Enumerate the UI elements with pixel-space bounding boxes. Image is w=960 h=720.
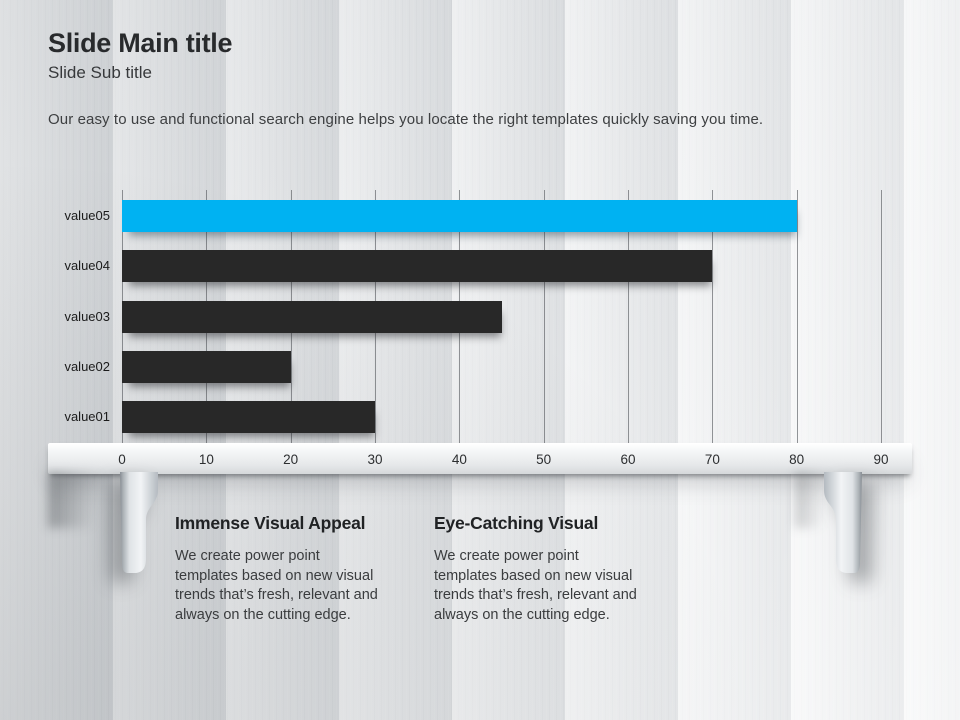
feature-block-0 [175, 513, 435, 625]
bar-value03 [122, 301, 502, 333]
bar-value02 [122, 351, 291, 383]
category-label-value05: value05 [64, 208, 110, 223]
page-subtitle: Slide Sub title [48, 63, 152, 82]
axis-tick-label-20: 20 [283, 452, 299, 467]
gridline-x-80 [797, 190, 798, 443]
category-label-value01: value01 [64, 409, 110, 424]
category-label-value03: value03 [64, 308, 110, 324]
axis-tick-label-50: 50 [536, 452, 552, 467]
axis-tick-label-40: 40 [451, 452, 467, 467]
feature-heading-1: Eye-Catching Visual [434, 513, 599, 533]
feature-body-line-0-2: trends that’s fresh, relevant and [175, 587, 378, 603]
gridline-x-90 [881, 190, 882, 443]
bar-value05 [122, 200, 797, 232]
page-title: Slide Main title [48, 28, 233, 58]
feature-body-line-0-3: always on the cutting edge. [175, 606, 351, 623]
feature-block-1 [434, 513, 694, 625]
category-label-value02: value02 [64, 358, 110, 374]
axis-tick-label-10: 10 [198, 452, 214, 467]
feature-heading-0: Immense Visual Appeal [175, 513, 366, 533]
axis-shelf [48, 443, 912, 474]
shelf-bracket-right-icon [820, 472, 866, 574]
shelf-shadow-left [48, 473, 118, 528]
feature-body-line-1-3: always on the cutting edge. [434, 606, 610, 623]
axis-tick-label-30: 30 [367, 452, 383, 467]
bar-value04 [122, 250, 712, 282]
axis-tick-label-80: 80 [789, 452, 805, 467]
axis-tick-label-60: 60 [620, 452, 636, 467]
feature-body-line-1-1: templates based on new visual [434, 567, 633, 584]
feature-body-line-1-0: We create power point [434, 548, 579, 564]
feature-body-line-1-2: trends that’s fresh, relevant and [434, 587, 637, 603]
axis-tick-label-70: 70 [704, 452, 720, 467]
bar-value01 [122, 401, 375, 433]
shelf-bracket-left-icon [116, 472, 162, 574]
category-label-value04: value04 [64, 258, 110, 274]
description-text: Our easy to use and functional search engine helps you locate the right templates quickly saving you time. [48, 111, 764, 128]
axis-tick-label-90: 90 [873, 452, 889, 467]
axis-tick-label-0: 0 [118, 452, 126, 467]
feature-body-line-0-1: templates based on new visual [175, 567, 374, 584]
feature-body-line-0-0: We create power point [175, 548, 320, 564]
